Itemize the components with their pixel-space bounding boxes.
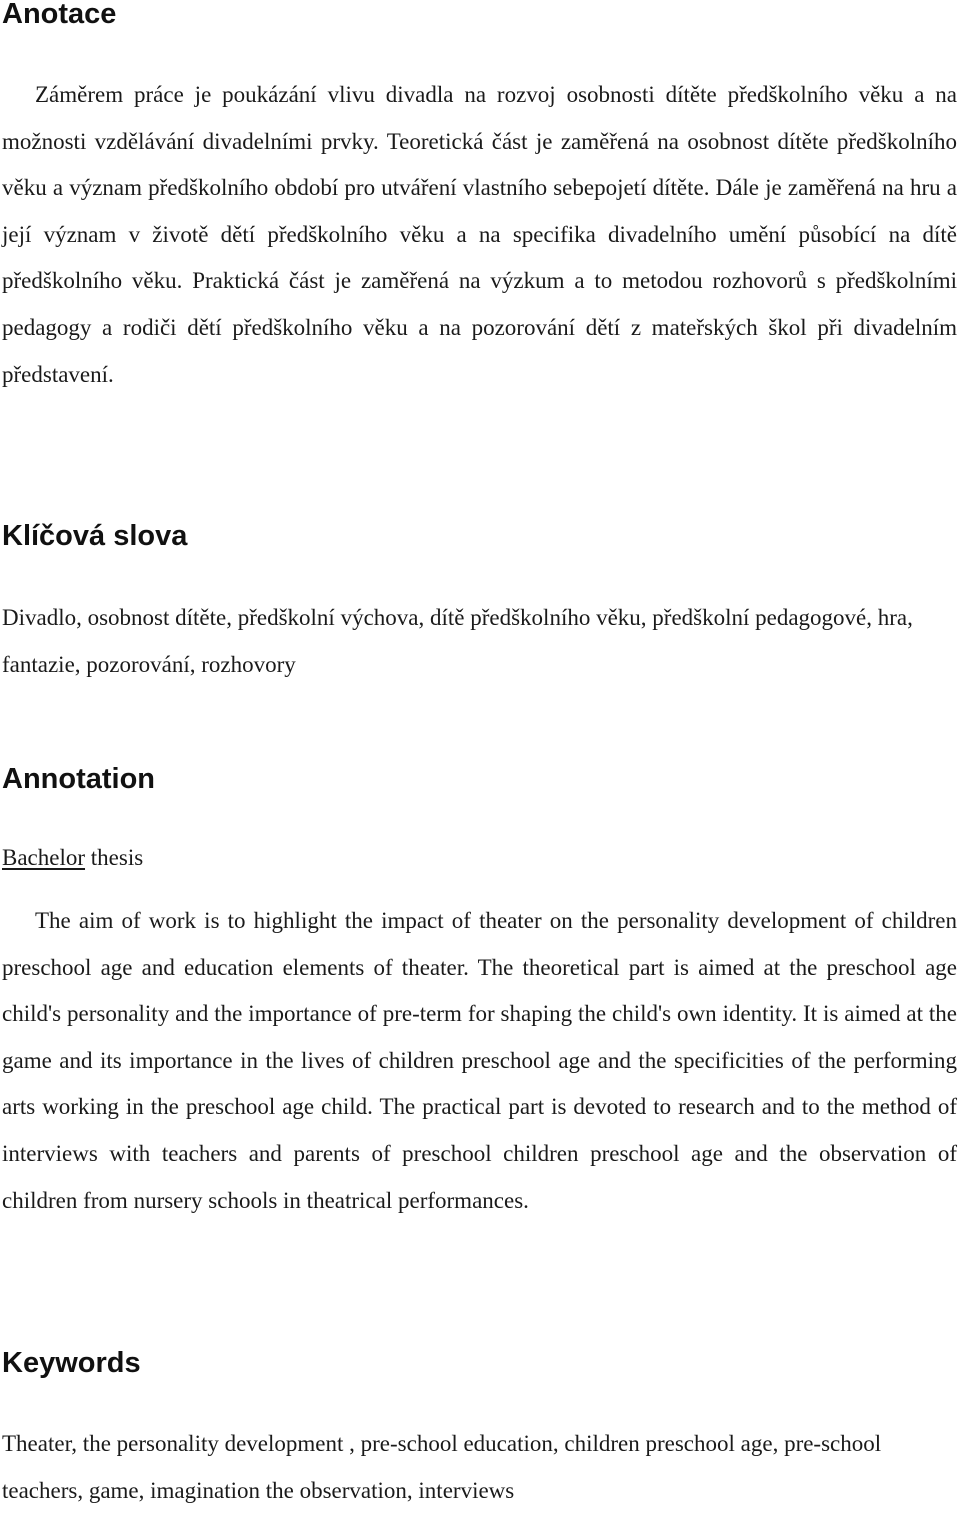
thesis-type: [2, 840, 143, 876]
anotace-paragraph: Záměrem práce je poukázání vlivu divadla na rozvoj osobnosti dítěte předškolního věku a na možnosti vzdělávání divadelními prvky. Teoretická část je zaměřená na osobnost dítěte předškolního věku a význam předškolního období pro utváření vlastního sebepojetí dítěte. Dále je zaměřená na hru a její význam v životě dětí předškolního věku a na specifika divadelního umění působící na dítě předškolního věku. Praktická část je zaměřená na výzkum a to metodou rozhovorů s předškolními pedagogy a rodiči dětí předškolního věku a na pozorování dětí z mateřských škol při divadelním představení.: [2, 82, 957, 387]
keywords-paragraph: Theater, the personality development , pre-school education, children preschool age, pre-school teachers, game, imagination the observation, interviews: [2, 1431, 882, 1503]
thesis-type-rest: thesis: [85, 845, 144, 870]
annotation-paragraph: The aim of work is to highlight the impact of theater on the personality development of children preschool age and education elements of theater. The theoretical part is aimed at the preschool age child's personality and the importance of pre-term for shaping the child's own identity. It is aimed at the game and its importance in the lives of children preschool age and the specificities of the performing arts working in the preschool age child. The practical part is devoted to research and to the method of interviews with teachers and parents of preschool children preschool age and the observation of children from nursery schools in theatrical performances.: [2, 908, 957, 1213]
klicova-slova-paragraph: Divadlo, osobnost dítěte, předškolní výchova, dítě předškolního věku, předškolní pedagogové, hra, fantazie, pozorování, rozhovory: [2, 605, 913, 677]
heading-anotace: Anotace: [2, 0, 117, 30]
heading-keywords: Keywords: [2, 1347, 141, 1379]
thesis-type-underlined: Bachelor: [2, 845, 86, 870]
heading-klicova-slova: Klíčová slova: [2, 520, 188, 552]
heading-annotation: Annotation: [2, 763, 156, 795]
